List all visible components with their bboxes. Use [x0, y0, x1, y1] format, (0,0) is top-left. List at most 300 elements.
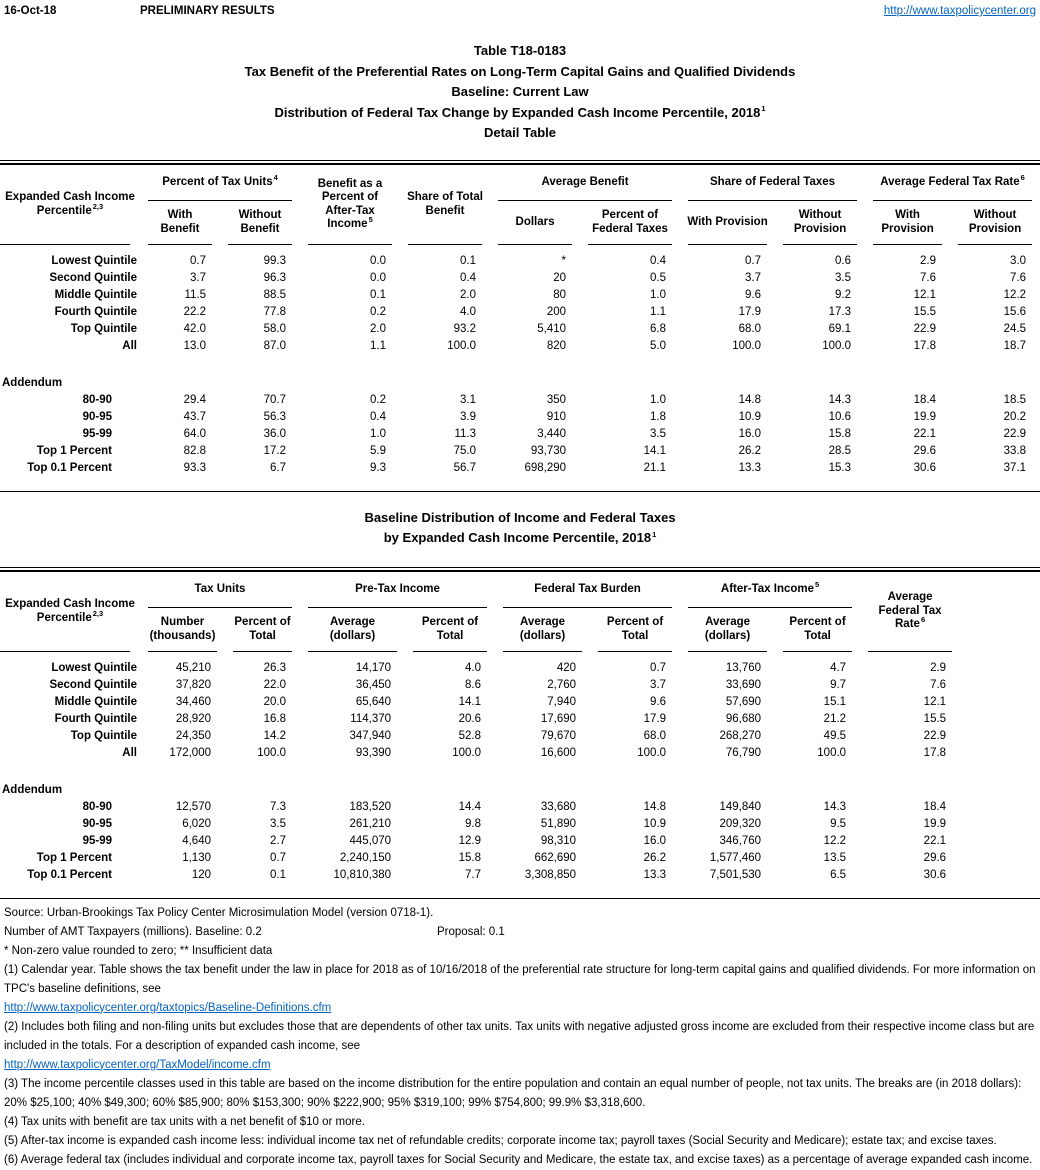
table-row: [0, 711, 1040, 728]
data-cell: 0.4: [370, 410, 387, 423]
filler-cell: [960, 867, 1040, 884]
row-label: Second Quintile: [49, 271, 137, 284]
table-row: [0, 270, 1040, 287]
data-cell: 698,290: [524, 461, 567, 474]
data-cell: 33,690: [725, 678, 762, 691]
group-after-tax-income: After-Tax Income$^5$: [680, 571, 860, 608]
preliminary-results-label: PRELIMINARY RESULTS: [140, 5, 275, 17]
data-cell: 56.3: [263, 410, 287, 423]
taxpolicycenter-link[interactable]: http://www.taxpolicycenter.org: [883, 5, 1036, 17]
row-label: 95-99: [82, 427, 112, 440]
data-cell: 2.9: [920, 254, 937, 267]
data-cell: 420: [556, 661, 577, 674]
baseline-table-title-line2: by Expanded Cash Income Percentile, 2018$^1$: [383, 529, 657, 545]
table-row: [0, 867, 1040, 884]
data-cell: 100.0: [257, 746, 287, 759]
data-cell: 0.1: [460, 254, 477, 267]
data-cell: 7.6: [920, 271, 937, 284]
data-cell: 8.6: [465, 678, 482, 691]
filler-cell: [960, 816, 1040, 833]
data-cell: 30.6: [913, 461, 937, 474]
data-cell: 11.5: [184, 288, 206, 301]
table-row: [0, 660, 1040, 677]
baseline-title: Baseline: Current Law: [451, 84, 589, 99]
footnote-6: (6) Average federal tax (includes individual and corporate income tax, payroll taxes for Social Security and Medicare, the estate tax, and excise taxes) as a percentage of average expanded cash income.: [4, 1153, 1033, 1166]
data-cell: 18.5: [1003, 393, 1027, 406]
data-cell: 26.2: [643, 851, 667, 864]
group-tax-units: Tax Units: [140, 571, 300, 608]
data-cell: 14.1: [458, 695, 482, 708]
group-pre-tax-income: Pre-Tax Income: [300, 571, 495, 608]
data-cell: 76,790: [725, 746, 762, 759]
data-cell: 172,000: [169, 746, 211, 759]
spacer-row: [0, 884, 1040, 899]
table-row: [0, 338, 1040, 355]
data-cell: 3.7: [745, 271, 762, 284]
amt-taxpayers-note: Number of AMT Taxpayers (millions). Baseline: 0.2 Proposal: 0.1: [4, 923, 1036, 942]
data-cell: 4.7: [830, 661, 847, 674]
row-label: 90-95: [82, 817, 112, 830]
data-cell: 17.2: [263, 444, 287, 457]
table-row: [0, 392, 1040, 409]
data-cell: 13.3: [738, 461, 762, 474]
data-cell: 3.9: [460, 410, 477, 423]
header-average-federal-tax-rate: Average Federal Tax Rate$^6$: [860, 571, 960, 652]
data-cell: 93,730: [530, 444, 567, 457]
table-row: [0, 799, 1040, 816]
data-cell: 69.1: [828, 322, 852, 335]
header-average-dollars: Average (dollars): [495, 608, 590, 652]
data-cell: 100.0: [822, 339, 852, 352]
data-cell: 0.2: [370, 305, 387, 318]
data-cell: 68.0: [738, 322, 762, 335]
data-cell: 16,600: [540, 746, 577, 759]
data-cell: 100.0: [452, 746, 482, 759]
group-average-benefit: Average Benefit: [490, 164, 680, 201]
spacer-row: [0, 355, 1040, 375]
data-cell: 0.1: [370, 288, 387, 301]
data-cell: 13.0: [183, 339, 206, 352]
filler-cell: [960, 745, 1040, 762]
data-cell: 209,320: [719, 817, 762, 830]
row-label: Top Quintile: [70, 729, 137, 742]
data-cell: 12.2: [823, 834, 847, 847]
data-cell: 33,680: [540, 800, 577, 813]
header-percent-of-total: Percent of Total: [225, 608, 300, 652]
data-cell: 910: [546, 410, 567, 423]
header-percent-of-total: Percent of Total: [405, 608, 495, 652]
data-cell: 22.0: [263, 678, 287, 691]
data-cell: 17.9: [738, 305, 762, 318]
data-cell: 52.8: [458, 729, 482, 742]
group-federal-tax-burden: Federal Tax Burden: [495, 571, 680, 608]
data-cell: 0.6: [835, 254, 852, 267]
data-cell: 14.3: [823, 800, 847, 813]
table-row: [0, 677, 1040, 694]
data-cell: 96.3: [263, 271, 287, 284]
header-percent-of-federal-taxes: Percent of Federal Taxes: [580, 201, 680, 245]
data-cell: 28,920: [175, 712, 211, 725]
header-filler: [960, 571, 1040, 652]
data-cell: 100.0: [732, 339, 762, 352]
data-cell: 75.0: [453, 444, 477, 457]
data-cell: 10,810,380: [333, 868, 392, 881]
data-cell: 15.8: [458, 851, 482, 864]
data-cell: 3,440: [537, 427, 567, 440]
table-row: [0, 745, 1040, 762]
data-cell: 65,640: [355, 695, 392, 708]
filler-cell: [960, 660, 1040, 677]
data-cell: 0.7: [190, 254, 206, 267]
data-cell: 1.0: [370, 427, 387, 440]
header-average-dollars: Average (dollars): [300, 608, 405, 652]
data-cell: 2.0: [460, 288, 477, 301]
data-cell: 12.2: [1003, 288, 1027, 301]
spacer-row: [0, 477, 1040, 492]
data-cell: 1.1: [370, 339, 387, 352]
asterisk-note: * Non-zero value rounded to zero; ** Insufficient data: [4, 944, 273, 957]
data-cell: 4.0: [465, 661, 482, 674]
header-benefit-as-percent: Benefit as a Percent of After-Tax Income$^5$: [300, 164, 400, 245]
filler-cell: [960, 833, 1040, 850]
row-label: Top 0.1 Percent: [27, 868, 112, 881]
row-label: All: [122, 746, 137, 759]
data-cell: 9.5: [830, 817, 847, 830]
table-row: [0, 304, 1040, 321]
table-main-title: Tax Benefit of the Preferential Rates on Long-Term Capital Gains and Qualified Dividends: [244, 63, 796, 79]
data-cell: 346,760: [719, 834, 762, 847]
data-cell: 58.0: [263, 322, 287, 335]
data-cell: 20.2: [1003, 410, 1027, 423]
data-cell: 15.3: [828, 461, 852, 474]
spacer-row: [0, 245, 1040, 253]
data-cell: 0.7: [745, 254, 762, 267]
table-row: [0, 253, 1040, 270]
data-cell: 1.0: [650, 288, 667, 301]
data-cell: 29.4: [183, 393, 206, 406]
data-cell: 87.0: [263, 339, 287, 352]
data-cell: 100.0: [637, 746, 667, 759]
stub-header: Expanded Cash Income Percentile$^{2,3}$: [0, 164, 140, 245]
amt-proposal-value: Proposal: 0.1: [437, 925, 505, 938]
table-number-title: Table T18-0183: [473, 43, 567, 58]
data-cell: 93,390: [355, 746, 392, 759]
row-label: 95-99: [82, 834, 112, 847]
data-cell: 3,308,850: [524, 868, 577, 881]
data-cell: 49.5: [823, 729, 847, 742]
data-cell: 37,820: [175, 678, 211, 691]
addendum-label: Addendum: [2, 783, 63, 796]
row-label: Lowest Quintile: [51, 661, 137, 674]
row-label: Middle Quintile: [54, 288, 137, 301]
row-label: Fourth Quintile: [54, 305, 137, 318]
data-cell: 6,020: [182, 817, 211, 830]
data-cell: 45,210: [175, 661, 211, 674]
data-cell: 93.2: [453, 322, 477, 335]
data-cell: 3.7: [190, 271, 206, 284]
header-percent-of-total: Percent of Total: [775, 608, 860, 652]
addendum-label-row: [0, 375, 1040, 392]
row-label: All: [122, 339, 137, 352]
page-header: [0, 0, 1040, 17]
filler-cell: [960, 799, 1040, 816]
data-cell: 9.2: [835, 288, 852, 301]
data-cell: 7.6: [1010, 271, 1027, 284]
header-without-provision: Without Provision: [775, 201, 865, 245]
data-cell: 4.0: [460, 305, 477, 318]
data-cell: 7.6: [930, 678, 947, 691]
data-cell: 13.5: [823, 851, 847, 864]
data-cell: 2.7: [270, 834, 287, 847]
data-cell: 20: [553, 271, 567, 284]
header-number-thousands: Number (thousands): [140, 608, 225, 652]
data-cell: 9.6: [745, 288, 762, 301]
row-label: 90-95: [82, 410, 112, 423]
data-cell: 347,940: [349, 729, 392, 742]
data-cell: 1,577,460: [709, 851, 762, 864]
data-cell: 79,670: [540, 729, 577, 742]
data-cell: 3.0: [1010, 254, 1027, 267]
header-average-dollars: Average (dollars): [680, 608, 775, 652]
data-cell: 10.9: [738, 410, 762, 423]
data-cell: 77.8: [263, 305, 287, 318]
data-cell: 20.0: [263, 695, 287, 708]
data-cell: 26.3: [263, 661, 287, 674]
data-cell: 3.5: [650, 427, 667, 440]
data-cell: 26.2: [738, 444, 762, 457]
table-row: [0, 321, 1040, 338]
data-cell: 3.5: [270, 817, 287, 830]
data-cell: 12.1: [913, 288, 937, 301]
header-without-benefit: Without Benefit: [220, 201, 300, 245]
data-cell: 14.4: [458, 800, 482, 813]
data-cell: 9.8: [465, 817, 482, 830]
filler-cell: [960, 677, 1040, 694]
data-cell: 18.4: [913, 393, 937, 406]
data-cell: 64.0: [183, 427, 206, 440]
data-cell: 17.8: [923, 746, 947, 759]
group-average-federal-tax-rate: Average Federal Tax Rate$^6$: [865, 164, 1040, 201]
data-cell: 5,410: [537, 322, 567, 335]
source-note: Source: Urban-Brookings Tax Policy Center Microsimulation Model (version 0718-1).: [4, 906, 434, 919]
data-cell: 17.3: [828, 305, 852, 318]
data-cell: 0.5: [650, 271, 667, 284]
data-cell: 114,370: [350, 712, 392, 725]
data-cell: 24,350: [175, 729, 211, 742]
data-cell: 42.0: [183, 322, 206, 335]
data-cell: 15.8: [828, 427, 852, 440]
data-cell: 80: [553, 288, 567, 301]
table-row: [0, 287, 1040, 304]
data-cell: 10.6: [828, 410, 852, 423]
table-row: [0, 426, 1040, 443]
row-label: 80-90: [82, 800, 112, 813]
header-with-provision: With Provision: [680, 201, 775, 245]
data-cell: 350: [546, 393, 567, 406]
data-cell: 12,570: [175, 800, 211, 813]
footnote-1: (1) Calendar year. Table shows the tax benefit under the law in place for 2018 as of 10/16/2018 of the preferential rate structure for long-term capital gains and qualified dividends. For more information on TPC's baseline definitions, see: [4, 963, 1036, 995]
data-cell: 24.5: [1003, 322, 1027, 335]
data-cell: 15.6: [1003, 305, 1027, 318]
data-cell: 18.4: [923, 800, 947, 813]
data-cell: 29.6: [923, 851, 947, 864]
data-cell: 5.0: [650, 339, 667, 352]
data-cell: *: [561, 254, 567, 267]
data-cell: 0.0: [370, 271, 387, 284]
data-cell: 29.6: [913, 444, 937, 457]
data-cell: 22.9: [1003, 427, 1027, 440]
data-cell: 12.1: [923, 695, 947, 708]
data-cell: 261,210: [349, 817, 392, 830]
baseline-definitions-link[interactable]: http://www.taxpolicycenter.org/taxtopics/Baseline-Definitions.cfm: [4, 1001, 332, 1014]
data-cell: 1.0: [650, 393, 667, 406]
data-cell: 15.1: [823, 695, 847, 708]
baseline-table-title-line1: Baseline Distribution of Income and Federal Taxes: [364, 509, 676, 525]
group-percent-of-tax-units: Percent of Tax Units$^4$: [140, 164, 300, 201]
data-cell: 68.0: [643, 729, 667, 742]
row-label: Top 0.1 Percent: [27, 461, 112, 474]
row-label: Middle Quintile: [54, 695, 137, 708]
data-cell: 88.5: [263, 288, 287, 301]
header-without-provision: Without Provision: [950, 201, 1040, 245]
table-row: [0, 460, 1040, 477]
data-cell: 21.2: [823, 712, 847, 725]
data-cell: 37.1: [1003, 461, 1027, 474]
data-cell: 200: [546, 305, 567, 318]
data-cell: 1,130: [182, 851, 211, 864]
report-date: 16-Oct-18: [4, 5, 57, 17]
data-cell: 1.8: [650, 410, 667, 423]
spacer-row: [0, 652, 1040, 660]
baseline-table-title: [0, 508, 1040, 549]
data-cell: 19.9: [913, 410, 937, 423]
data-cell: 15.5: [923, 712, 947, 725]
data-cell: 51,890: [540, 817, 577, 830]
data-cell: 1.1: [650, 305, 667, 318]
data-cell: 2.9: [930, 661, 947, 674]
spacer-row: [0, 762, 1040, 782]
data-cell: 20.6: [458, 712, 482, 725]
data-cell: 22.1: [923, 834, 947, 847]
data-cell: 6.5: [830, 868, 847, 881]
table-row: [0, 409, 1040, 426]
filler-cell: [960, 711, 1040, 728]
data-cell: 100.0: [817, 746, 847, 759]
data-cell: 120: [191, 868, 211, 881]
data-cell: 14.3: [828, 393, 852, 406]
footnote-5: (5) After-tax income is expanded cash income less: individual income tax net of refundable credits; corporate income tax; payroll taxes (Social Security and Medicare); estate tax; and excise taxes.: [4, 1134, 997, 1147]
row-label: Top 1 Percent: [36, 444, 112, 457]
footnote-3: (3) The income percentile classes used in this table are based on the income distribution for the entire population and contain an equal number of people, not tax units. The breaks are (in 2018 dollars): 20% $25,100; 40% $49,300; 60% $85,900; 80% $153,300; 90% $222,900; 95% $319,100; 99% $754,800; 99.9% $3,318,600.: [4, 1077, 1022, 1109]
data-cell: 0.4: [460, 271, 477, 284]
baseline-table-wrapper: [0, 567, 1040, 899]
data-cell: 13,760: [725, 661, 762, 674]
data-cell: 0.2: [370, 393, 387, 406]
table-row: [0, 694, 1040, 711]
data-cell: 93.3: [183, 461, 206, 474]
data-cell: 14,170: [355, 661, 392, 674]
title-block: [0, 41, 1040, 144]
data-cell: 0.4: [650, 254, 667, 267]
data-cell: 14.2: [263, 729, 287, 742]
data-cell: 13.3: [643, 868, 667, 881]
row-label: Fourth Quintile: [54, 712, 137, 725]
data-cell: 14.8: [738, 393, 762, 406]
data-cell: 82.8: [183, 444, 206, 457]
data-cell: 33.8: [1003, 444, 1027, 457]
data-cell: 9.7: [830, 678, 847, 691]
filler-cell: [960, 694, 1040, 711]
data-cell: 2.0: [370, 322, 387, 335]
data-cell: 445,070: [349, 834, 392, 847]
data-cell: 28.5: [828, 444, 852, 457]
data-cell: 820: [546, 339, 567, 352]
data-cell: 16.0: [643, 834, 667, 847]
row-label: 80-90: [82, 393, 112, 406]
data-cell: 3.5: [835, 271, 852, 284]
data-cell: 14.1: [643, 444, 667, 457]
data-cell: 149,840: [719, 800, 762, 813]
data-cell: 36,450: [355, 678, 392, 691]
data-cell: 98,310: [540, 834, 577, 847]
data-cell: 11.3: [454, 427, 477, 440]
table-row: [0, 728, 1040, 745]
header-dollars: Dollars: [490, 201, 580, 245]
data-cell: 56.7: [453, 461, 477, 474]
data-cell: 0.7: [650, 661, 667, 674]
data-cell: 10.9: [643, 817, 667, 830]
header-with-benefit: With Benefit: [140, 201, 220, 245]
distribution-title: Distribution of Federal Tax Change by Expanded Cash Income Percentile, 2018$^1$: [274, 104, 766, 120]
data-cell: 0.0: [370, 254, 387, 267]
footnote-2: (2) Includes both filing and non-filing units but excludes those that are dependents of other tax units. Tax units with negative adjusted gross income are excluded from their respective income class but are included in the totals. For a description of expanded cash income, see: [4, 1020, 1035, 1052]
data-cell: 6.8: [650, 322, 667, 335]
data-cell: 12.9: [458, 834, 482, 847]
data-cell: 7,940: [547, 695, 577, 708]
row-label: Lowest Quintile: [51, 254, 137, 267]
data-cell: 43.7: [183, 410, 206, 423]
data-cell: 15.5: [913, 305, 937, 318]
data-cell: 22.9: [923, 729, 947, 742]
header-share-of-total-benefit: Share of Total Benefit: [400, 164, 490, 245]
data-cell: 100.0: [447, 339, 477, 352]
data-cell: 0.7: [270, 851, 287, 864]
data-cell: 7.7: [465, 868, 482, 881]
data-cell: 2,760: [547, 678, 577, 691]
data-cell: 17,690: [540, 712, 577, 725]
table-row: [0, 443, 1040, 460]
row-label: Second Quintile: [49, 678, 137, 691]
data-cell: 4,640: [182, 834, 211, 847]
addendum-label-row: [0, 782, 1040, 799]
data-cell: 5.9: [370, 444, 387, 457]
data-cell: 96,680: [725, 712, 762, 725]
data-cell: 7,501,530: [709, 868, 762, 881]
data-cell: 16.8: [263, 712, 287, 725]
data-cell: 16.0: [738, 427, 762, 440]
detail-table-wrapper: [0, 160, 1040, 492]
data-cell: 3.7: [650, 678, 667, 691]
data-cell: 70.7: [263, 393, 287, 406]
data-cell: 7.3: [270, 800, 287, 813]
data-cell: 9.6: [650, 695, 667, 708]
row-label: Top Quintile: [70, 322, 137, 335]
data-cell: 3.1: [460, 393, 477, 406]
detail-table: [0, 163, 1040, 492]
income-definition-link[interactable]: http://www.taxpolicycenter.org/TaxModel/income.cfm: [4, 1058, 271, 1071]
table-row: [0, 833, 1040, 850]
baseline-table: [0, 570, 1040, 899]
